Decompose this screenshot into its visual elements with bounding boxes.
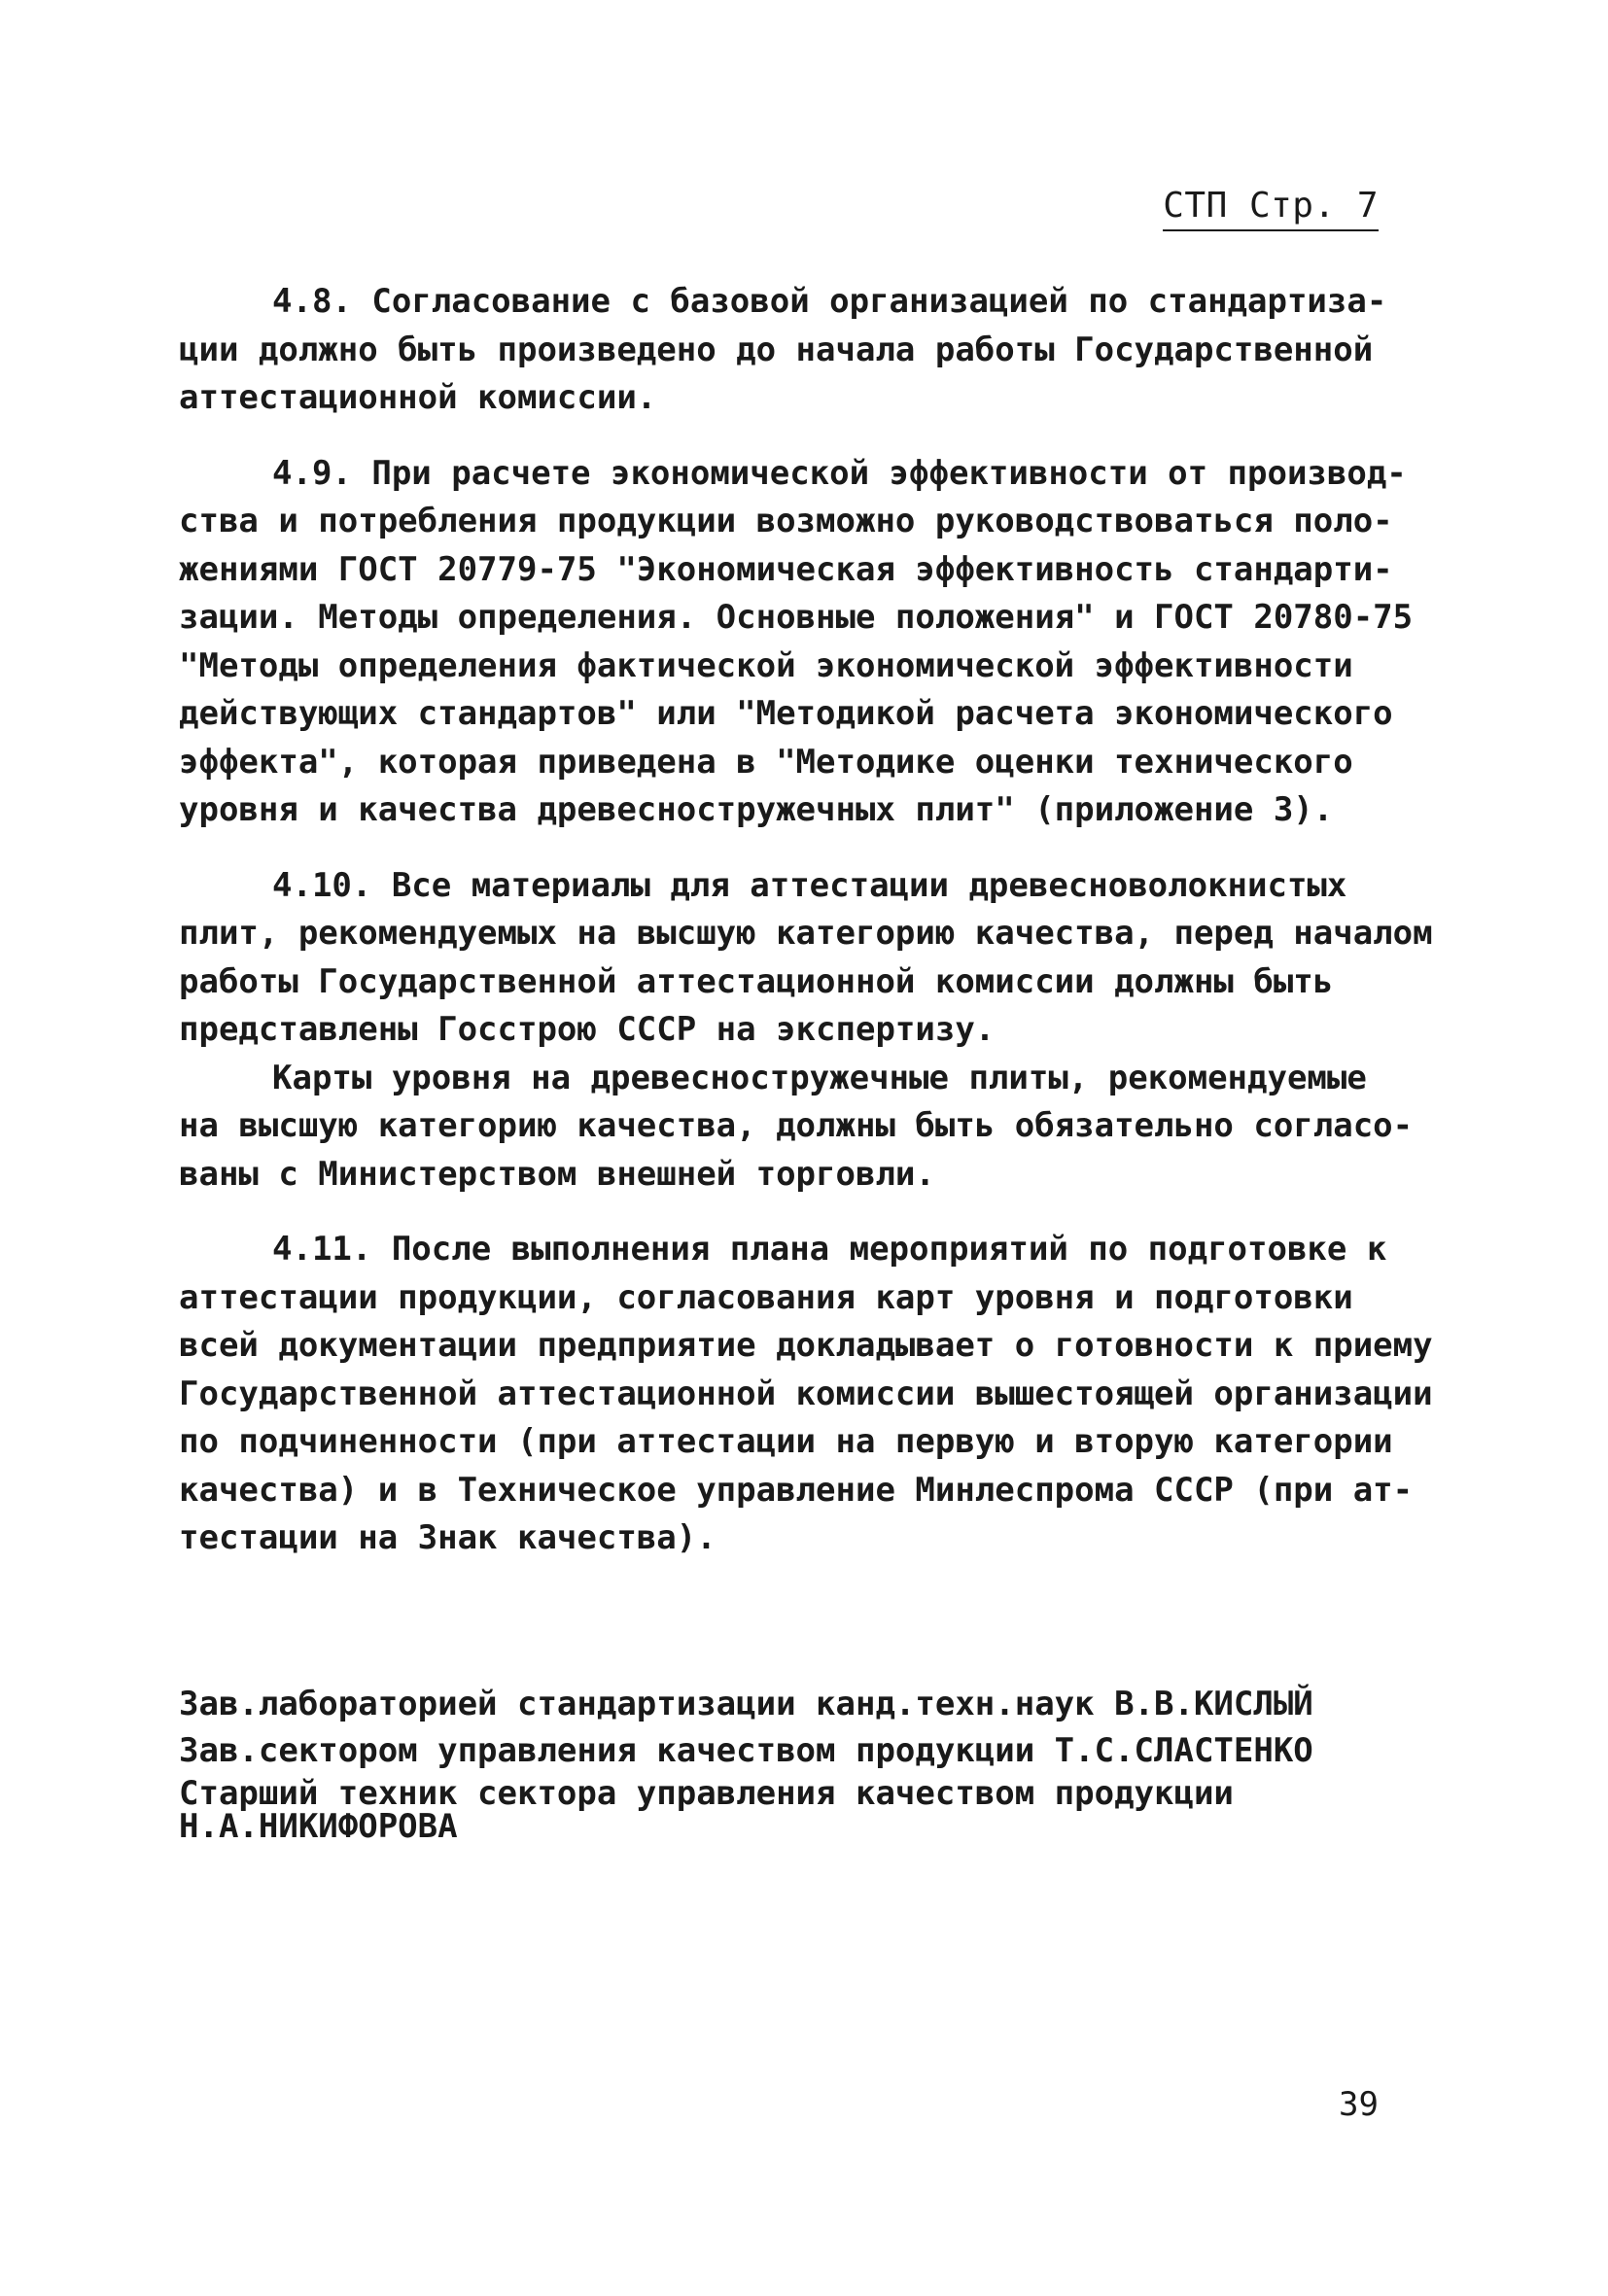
signature-block xyxy=(179,1684,1462,1846)
signature-line-name: Н.А.НИКИФОРОВА xyxy=(179,1807,458,1846)
text-line: всей документации предприятие докладывает о готовности к приему xyxy=(179,1326,1433,1365)
text-line: Государственной аттестационной комиссии вышестоящей организации xyxy=(179,1374,1433,1413)
signature-line-head-lab: Зав.лабораторией стандартизации канд.техн.наук В.В.КИСЛЫЙ xyxy=(179,1685,1313,1723)
text-line: 4.8. Согласование с базовой организацией по стандартиза- xyxy=(272,282,1387,321)
text-line: 4.9. При расчете экономической эффективности от производ- xyxy=(272,453,1407,493)
text-line: зации. Методы определения. Основные положения" и ГОСТ 20780-75 xyxy=(179,598,1414,637)
text-line: тестации на Знак качества). xyxy=(179,1518,717,1557)
text-line: на высшую категорию качества, должны быть обязательно согласо- xyxy=(179,1106,1414,1145)
paragraph-4-10 xyxy=(179,862,1433,1055)
text-line: эффекта", которая приведена в "Методике оценки технического xyxy=(179,742,1353,782)
text-line: аттестации продукции, согласования карт уровня и подготовки xyxy=(179,1277,1353,1317)
page-number: 39 xyxy=(1339,2085,1379,2124)
text-line: 4.10. Все материалы для аттестации древесноволокнистых xyxy=(272,865,1347,905)
text-line: жениями ГОСТ 20779-75 "Экономическая эффективность стандарти- xyxy=(179,549,1393,589)
text-line: ваны с Министерством внешней торговли. xyxy=(179,1154,935,1194)
text-line: аттестационной комиссии. xyxy=(179,378,657,417)
text-line: ства и потребления продукции возможно руководствоваться поло- xyxy=(179,502,1393,540)
text-line: Карты уровня на древесностружечные плиты, рекомендуемые xyxy=(272,1058,1367,1097)
text-line: уровня и качества древесностружечных плит" (приложение 3). xyxy=(179,790,1334,829)
paragraph-level-cards xyxy=(179,1055,1433,1200)
text-line: ции должно быть произведено до начала работы Государственной xyxy=(179,330,1374,369)
signature-line-head-sector: Зав.сектором управления качеством продукции Т.С.СЛАСТЕНКО xyxy=(179,1731,1313,1770)
body-text xyxy=(179,278,1433,1563)
text-line: плит, рекомендуемых на высшую категорию качества, перед началом xyxy=(179,914,1433,953)
text-line: качества) и в Техническое управление Минлеспрома СССР (при ат- xyxy=(179,1470,1414,1510)
text-line: по подчиненности (при аттестации на первую и вторую категории xyxy=(179,1422,1393,1461)
text-line: 4.11. После выполнения плана мероприятий по подготовке к xyxy=(272,1230,1387,1269)
signature-line-senior-tech: Старший техник сектора управления качеством продукции xyxy=(179,1774,1234,1813)
paragraph-4-11 xyxy=(179,1226,1433,1563)
paragraph-4-9 xyxy=(179,450,1433,835)
page-header: СТП Стр. 7 xyxy=(1163,185,1379,231)
text-line: "Методы определения фактической экономической эффективности xyxy=(179,645,1353,685)
text-line: действующих стандартов" или "Методикой расчета экономического xyxy=(179,694,1393,733)
text-line: представлены Госстрою СССР на экспертизу. xyxy=(179,1010,996,1049)
text-line: работы Государственной аттестационной комиссии должны быть xyxy=(179,961,1334,1001)
paragraph-4-8 xyxy=(179,278,1433,423)
